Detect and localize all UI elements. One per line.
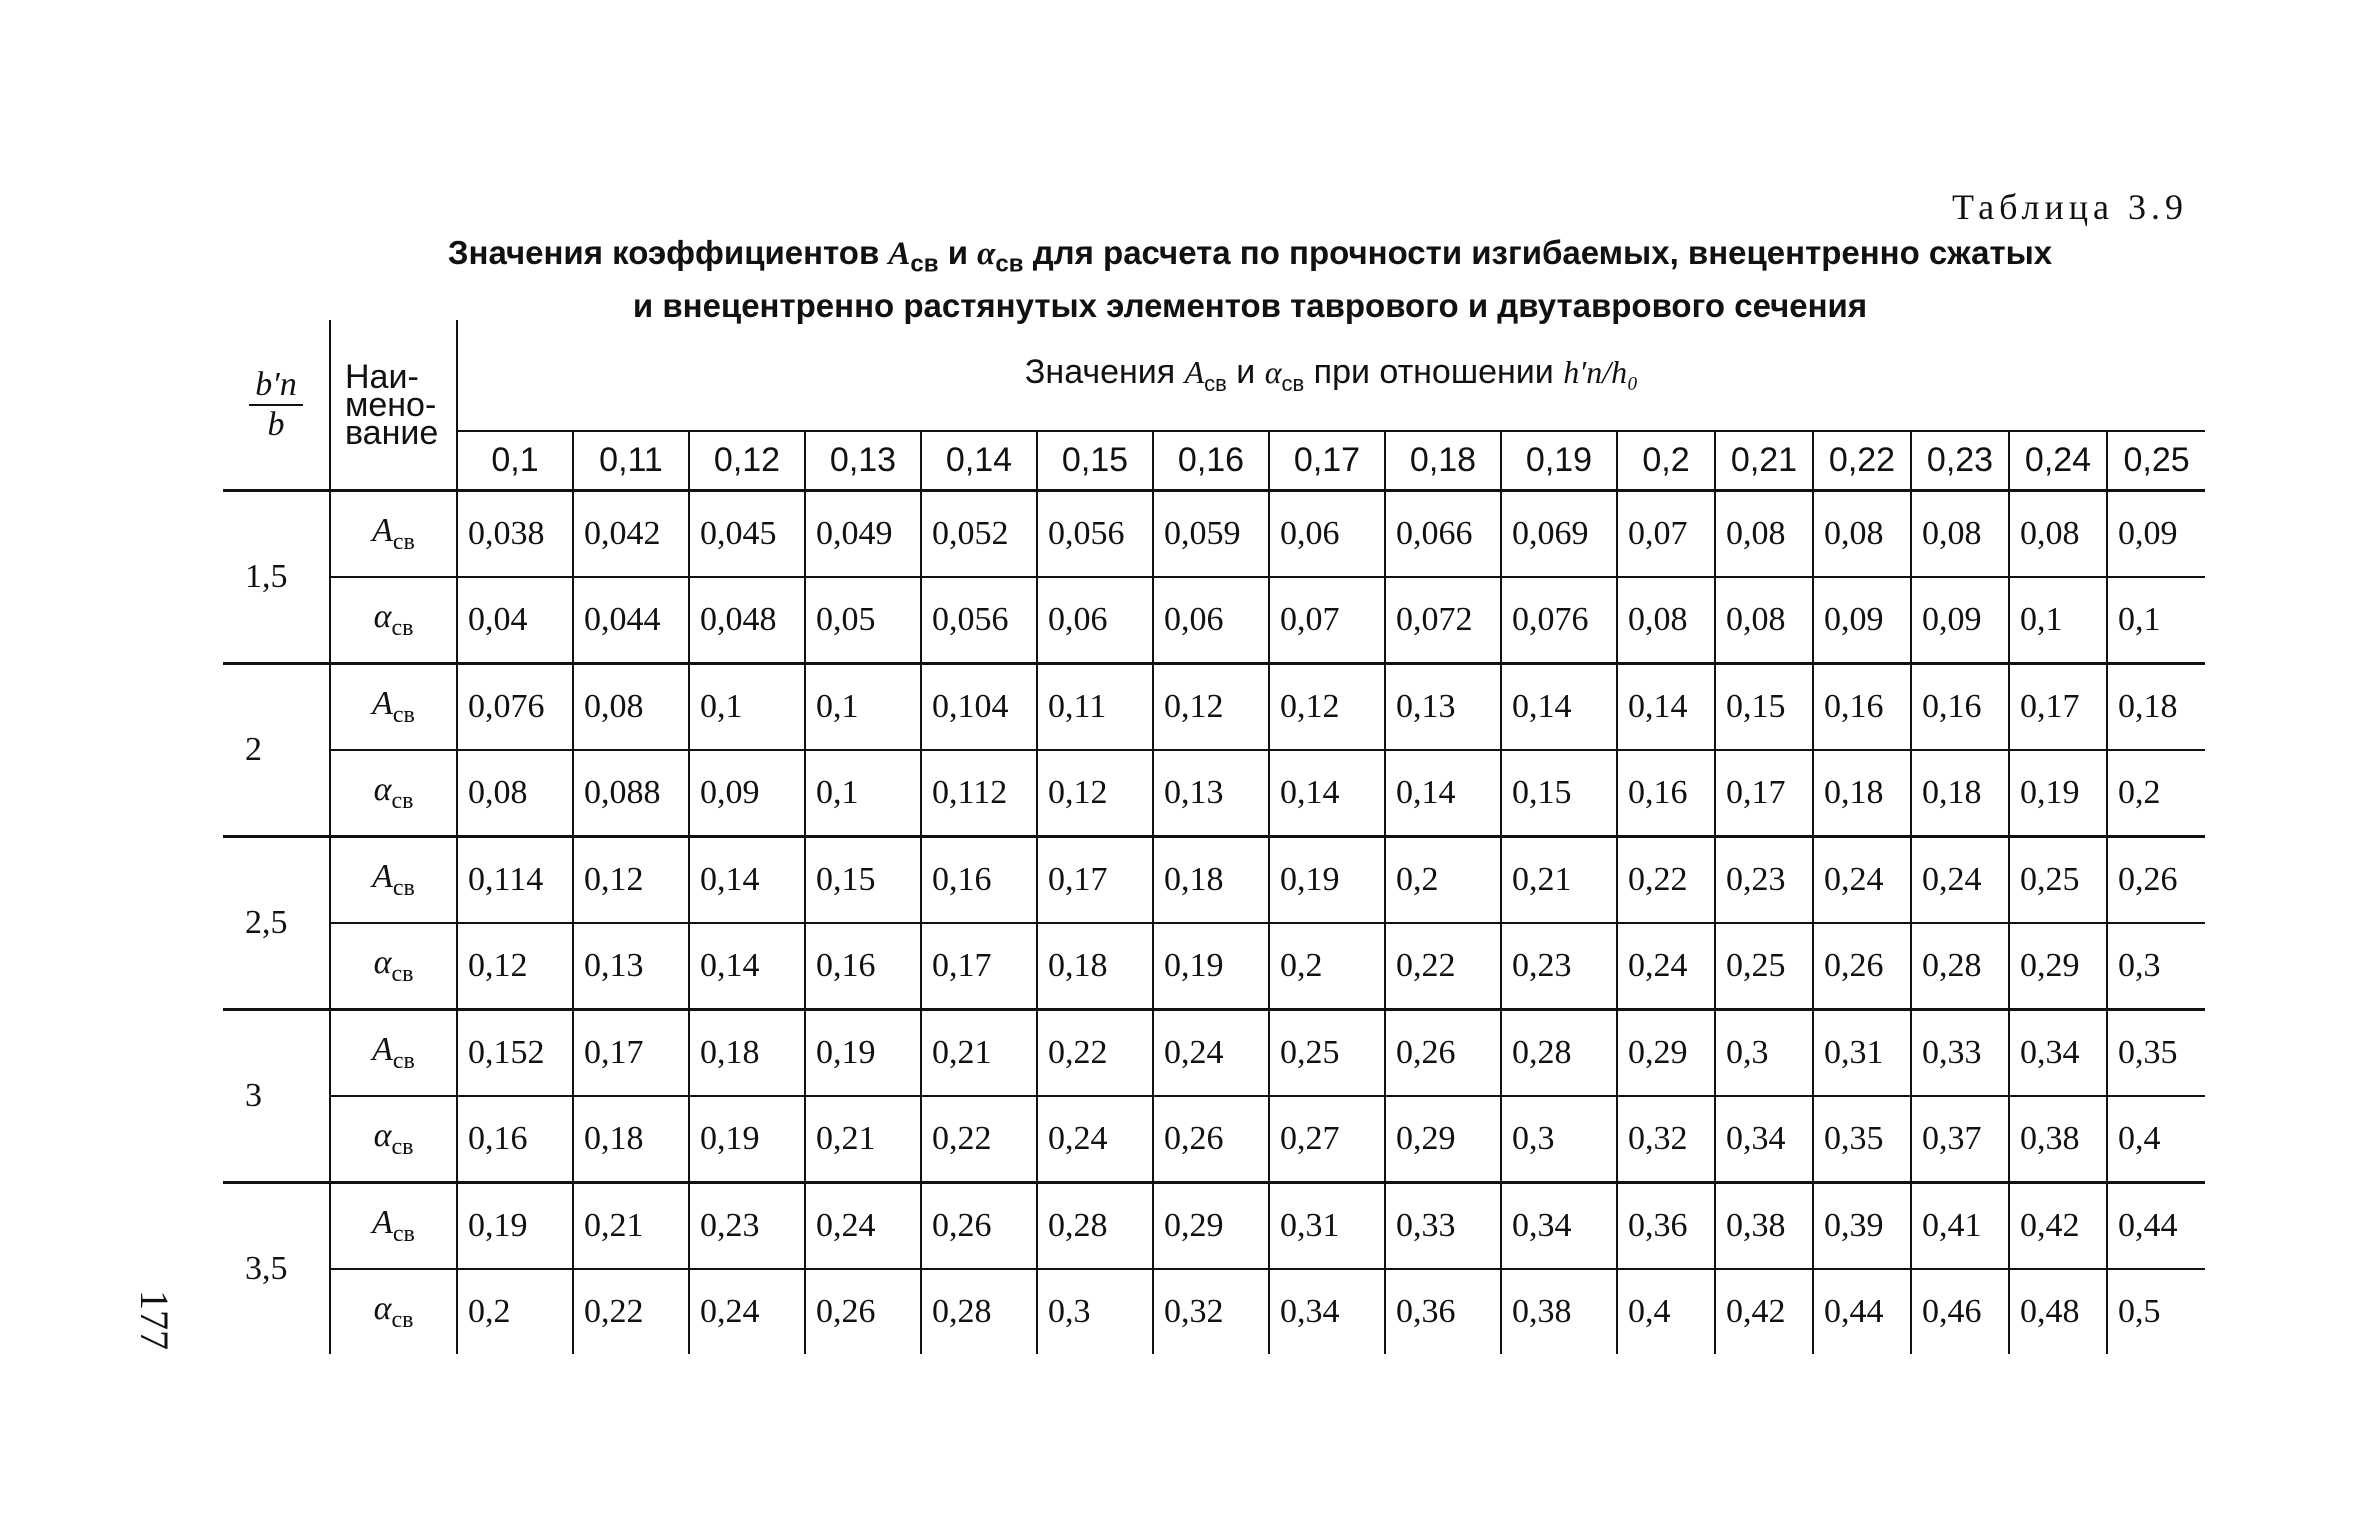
value-cell: 0,19 bbox=[2009, 750, 2107, 837]
value-cell: 0,05 bbox=[805, 577, 921, 664]
coefficients-table bbox=[223, 320, 2205, 1354]
value-cell: 0,32 bbox=[1153, 1269, 1269, 1354]
value-cell: 0,16 bbox=[1911, 664, 2009, 751]
row-label bbox=[330, 491, 457, 578]
row-label-symbol: α bbox=[373, 1290, 392, 1328]
value-cell: 0,06 bbox=[1269, 491, 1385, 578]
row-label-symbol: α bbox=[373, 1117, 392, 1155]
table-row bbox=[223, 491, 2205, 578]
value-cell: 0,09 bbox=[2107, 491, 2205, 578]
value-cell: 0,21 bbox=[573, 1183, 689, 1270]
row-label bbox=[330, 837, 457, 924]
table-caption bbox=[230, 232, 2270, 326]
value-cell: 0,059 bbox=[1153, 491, 1269, 578]
value-cell: 0,12 bbox=[1269, 664, 1385, 751]
table-row bbox=[223, 1096, 2205, 1183]
value-cell: 0,18 bbox=[1037, 923, 1153, 1010]
value-cell: 0,22 bbox=[573, 1269, 689, 1354]
value-cell: 0,25 bbox=[1715, 923, 1813, 1010]
value-cell: 0,08 bbox=[1813, 491, 1911, 578]
value-cell: 0,114 bbox=[457, 837, 573, 924]
value-cell: 0,24 bbox=[1153, 1010, 1269, 1097]
value-cell: 0,4 bbox=[2107, 1096, 2205, 1183]
column-header: 0,19 bbox=[1501, 431, 1617, 491]
row-label-subscript: св bbox=[392, 701, 415, 728]
ratio-value: 2 bbox=[223, 664, 330, 837]
value-cell: 0,14 bbox=[1617, 664, 1715, 751]
value-cell: 0,23 bbox=[1501, 923, 1617, 1010]
value-cell: 0,2 bbox=[1385, 837, 1501, 924]
value-cell: 0,048 bbox=[689, 577, 805, 664]
value-cell: 0,069 bbox=[1501, 491, 1617, 578]
value-cell: 0,42 bbox=[1715, 1269, 1813, 1354]
value-cell: 0,24 bbox=[1813, 837, 1911, 924]
value-cell: 0,44 bbox=[1813, 1269, 1911, 1354]
row-label-symbol: A bbox=[372, 1204, 393, 1242]
value-cell: 0,29 bbox=[1385, 1096, 1501, 1183]
column-header: 0,18 bbox=[1385, 431, 1501, 491]
header-name-line-3: вание bbox=[345, 413, 439, 452]
row-label bbox=[330, 1010, 457, 1097]
value-cell: 0,18 bbox=[1153, 837, 1269, 924]
value-cell: 0,08 bbox=[1617, 577, 1715, 664]
value-cell: 0,22 bbox=[1617, 837, 1715, 924]
value-cell: 0,16 bbox=[457, 1096, 573, 1183]
value-cell: 0,08 bbox=[573, 664, 689, 751]
value-cell: 0,104 bbox=[921, 664, 1037, 751]
row-label bbox=[330, 1096, 457, 1183]
value-cell: 0,46 bbox=[1911, 1269, 2009, 1354]
value-cell: 0,2 bbox=[1269, 923, 1385, 1010]
value-cell: 0,08 bbox=[2009, 491, 2107, 578]
value-cell: 0,27 bbox=[1269, 1096, 1385, 1183]
value-cell: 0,39 bbox=[1813, 1183, 1911, 1270]
value-cell: 0,26 bbox=[1153, 1096, 1269, 1183]
value-cell: 0,34 bbox=[1269, 1269, 1385, 1354]
caption-text: Значения коэффициентов bbox=[447, 234, 889, 271]
value-cell: 0,26 bbox=[921, 1183, 1037, 1270]
column-header: 0,17 bbox=[1269, 431, 1385, 491]
value-cell: 0,12 bbox=[1153, 664, 1269, 751]
value-cell: 0,24 bbox=[1911, 837, 2009, 924]
value-cell: 0,38 bbox=[1501, 1269, 1617, 1354]
value-cell: 0,09 bbox=[1813, 577, 1911, 664]
value-cell: 0,33 bbox=[1911, 1010, 2009, 1097]
value-cell: 0,24 bbox=[689, 1269, 805, 1354]
value-cell: 0,23 bbox=[1715, 837, 1813, 924]
value-cell: 0,16 bbox=[921, 837, 1037, 924]
value-cell: 0,3 bbox=[2107, 923, 2205, 1010]
column-header: 0,1 bbox=[457, 431, 573, 491]
value-cell: 0,19 bbox=[1269, 837, 1385, 924]
table-row bbox=[223, 837, 2205, 924]
value-cell: 0,042 bbox=[573, 491, 689, 578]
value-cell: 0,112 bbox=[921, 750, 1037, 837]
symbol-a: A bbox=[888, 236, 911, 272]
value-cell: 0,15 bbox=[1715, 664, 1813, 751]
value-cell: 0,22 bbox=[1037, 1010, 1153, 1097]
caption-line-2: и внецентренно растянутых элементов таврового и двутаврового сечения bbox=[632, 286, 1868, 324]
value-cell: 0,08 bbox=[457, 750, 573, 837]
value-cell: 0,26 bbox=[1813, 923, 1911, 1010]
header-name bbox=[330, 320, 457, 491]
value-cell: 0,26 bbox=[805, 1269, 921, 1354]
value-cell: 0,076 bbox=[1501, 577, 1617, 664]
row-label-subscript: св bbox=[392, 1220, 415, 1247]
value-cell: 0,11 bbox=[1037, 664, 1153, 751]
header-name-line-2: мено- bbox=[345, 385, 437, 424]
value-cell: 0,066 bbox=[1385, 491, 1501, 578]
value-cell: 0,1 bbox=[689, 664, 805, 751]
ratio-value: 2,5 bbox=[223, 837, 330, 1010]
value-cell: 0,09 bbox=[1911, 577, 2009, 664]
row-label-symbol: A bbox=[372, 858, 393, 896]
value-cell: 0,12 bbox=[573, 837, 689, 924]
row-label-symbol: α bbox=[373, 598, 392, 636]
row-label-subscript: св bbox=[391, 960, 414, 987]
value-cell: 0,21 bbox=[921, 1010, 1037, 1097]
value-cell: 0,48 bbox=[2009, 1269, 2107, 1354]
value-cell: 0,28 bbox=[1911, 923, 2009, 1010]
value-cell: 0,38 bbox=[2009, 1096, 2107, 1183]
value-cell: 0,37 bbox=[1911, 1096, 2009, 1183]
row-label-symbol: A bbox=[372, 685, 393, 723]
value-cell: 0,17 bbox=[1037, 837, 1153, 924]
symbol-a-subscript: св bbox=[910, 250, 939, 278]
value-cell: 0,08 bbox=[1715, 491, 1813, 578]
column-header: 0,11 bbox=[573, 431, 689, 491]
caption-text-rest: для расчета по прочности изгибаемых, внецентренно сжатых bbox=[1023, 234, 2053, 271]
value-cell: 0,35 bbox=[1813, 1096, 1911, 1183]
caption-line-1 bbox=[230, 232, 2270, 285]
row-label bbox=[330, 1269, 457, 1354]
value-cell: 0,052 bbox=[921, 491, 1037, 578]
value-cell: 0,41 bbox=[1911, 1183, 2009, 1270]
table-row bbox=[223, 923, 2205, 1010]
value-cell: 0,1 bbox=[2009, 577, 2107, 664]
value-cell: 0,12 bbox=[457, 923, 573, 1010]
column-header: 0,12 bbox=[689, 431, 805, 491]
value-cell: 0,3 bbox=[1715, 1010, 1813, 1097]
row-label bbox=[330, 664, 457, 751]
value-cell: 0,06 bbox=[1153, 577, 1269, 664]
value-cell: 0,29 bbox=[1153, 1183, 1269, 1270]
value-cell: 0,056 bbox=[1037, 491, 1153, 578]
header-title-text: Значения bbox=[1024, 353, 1185, 392]
ratio-value: 3,5 bbox=[245, 1250, 288, 1287]
header-symbol-a-subscript: св bbox=[1204, 370, 1227, 396]
value-cell: 0,24 bbox=[1617, 923, 1715, 1010]
value-cell: 0,072 bbox=[1385, 577, 1501, 664]
header-symbol-alpha: α bbox=[1264, 354, 1282, 391]
table-row bbox=[223, 750, 2205, 837]
value-cell: 0,152 bbox=[457, 1010, 573, 1097]
value-cell: 0,5 bbox=[2107, 1269, 2205, 1354]
value-cell: 0,34 bbox=[2009, 1010, 2107, 1097]
row-label-subscript: св bbox=[391, 1133, 414, 1160]
value-cell: 0,06 bbox=[1037, 577, 1153, 664]
header-title-post: при отношении bbox=[1304, 353, 1564, 392]
table-row bbox=[223, 664, 2205, 751]
value-cell: 0,19 bbox=[1153, 923, 1269, 1010]
value-cell: 0,28 bbox=[1501, 1010, 1617, 1097]
value-cell: 0,18 bbox=[1813, 750, 1911, 837]
value-cell: 0,19 bbox=[457, 1183, 573, 1270]
value-cell: 0,3 bbox=[1037, 1269, 1153, 1354]
row-label-symbol: α bbox=[373, 771, 392, 809]
table-label: Таблица 3.9 bbox=[1952, 187, 2188, 227]
column-header: 0,16 bbox=[1153, 431, 1269, 491]
value-cell: 0,35 bbox=[2107, 1010, 2205, 1097]
value-cell: 0,14 bbox=[689, 837, 805, 924]
value-cell: 0,14 bbox=[1501, 664, 1617, 751]
value-cell: 0,25 bbox=[2009, 837, 2107, 924]
column-header: 0,14 bbox=[921, 431, 1037, 491]
value-cell: 0,2 bbox=[457, 1269, 573, 1354]
value-cell: 0,18 bbox=[689, 1010, 805, 1097]
value-cell: 0,18 bbox=[573, 1096, 689, 1183]
column-header: 0,15 bbox=[1037, 431, 1153, 491]
value-cell: 0,23 bbox=[689, 1183, 805, 1270]
value-cell: 0,29 bbox=[1617, 1010, 1715, 1097]
column-header: 0,22 bbox=[1813, 431, 1911, 491]
value-cell: 0,18 bbox=[1911, 750, 2009, 837]
value-cell: 0,15 bbox=[1501, 750, 1617, 837]
value-cell: 0,13 bbox=[1385, 664, 1501, 751]
column-header: 0,2 bbox=[1617, 431, 1715, 491]
value-cell: 0,17 bbox=[921, 923, 1037, 1010]
value-cell: 0,038 bbox=[457, 491, 573, 578]
value-cell: 0,1 bbox=[2107, 577, 2205, 664]
value-cell: 0,16 bbox=[1813, 664, 1911, 751]
value-cell: 0,14 bbox=[1269, 750, 1385, 837]
value-cell: 0,21 bbox=[805, 1096, 921, 1183]
column-header: 0,23 bbox=[1911, 431, 2009, 491]
column-header: 0,13 bbox=[805, 431, 921, 491]
page-number: 177 bbox=[132, 1290, 177, 1350]
value-cell: 0,19 bbox=[805, 1010, 921, 1097]
value-cell: 0,14 bbox=[1385, 750, 1501, 837]
row-label bbox=[330, 577, 457, 664]
table-row bbox=[223, 1010, 2205, 1097]
header-ratio-h: h′n/h₀ bbox=[1563, 354, 1639, 391]
value-cell: 0,33 bbox=[1385, 1183, 1501, 1270]
value-cell: 0,044 bbox=[573, 577, 689, 664]
row-label-subscript: св bbox=[391, 614, 414, 641]
value-cell: 0,42 bbox=[2009, 1183, 2107, 1270]
value-cell: 0,14 bbox=[689, 923, 805, 1010]
value-cell: 0,08 bbox=[1911, 491, 2009, 578]
value-cell: 0,15 bbox=[805, 837, 921, 924]
column-header: 0,21 bbox=[1715, 431, 1813, 491]
value-cell: 0,049 bbox=[805, 491, 921, 578]
value-cell: 0,088 bbox=[573, 750, 689, 837]
value-cell: 0,16 bbox=[1617, 750, 1715, 837]
table-row bbox=[223, 1269, 2205, 1354]
header-ratio-numerator: b′n bbox=[249, 366, 302, 406]
value-cell: 0,25 bbox=[1269, 1010, 1385, 1097]
value-cell: 0,12 bbox=[1037, 750, 1153, 837]
value-cell: 0,28 bbox=[921, 1269, 1037, 1354]
value-cell: 0,22 bbox=[1385, 923, 1501, 1010]
ratio-value: 1,5 bbox=[223, 491, 330, 664]
value-cell: 0,076 bbox=[457, 664, 573, 751]
row-label-subscript: св bbox=[392, 528, 415, 555]
value-cell: 0,13 bbox=[573, 923, 689, 1010]
symbol-alpha-subscript: св bbox=[995, 250, 1024, 278]
value-cell: 0,34 bbox=[1715, 1096, 1813, 1183]
value-cell: 0,16 bbox=[805, 923, 921, 1010]
value-cell: 0,28 bbox=[1037, 1183, 1153, 1270]
value-cell: 0,29 bbox=[2009, 923, 2107, 1010]
value-cell: 0,26 bbox=[1385, 1010, 1501, 1097]
row-label-subscript: св bbox=[392, 874, 415, 901]
header-name-line-1: Наи- bbox=[345, 357, 419, 396]
value-cell: 0,4 bbox=[1617, 1269, 1715, 1354]
value-cell: 0,18 bbox=[2107, 664, 2205, 751]
value-cell: 0,31 bbox=[1813, 1010, 1911, 1097]
value-cell: 0,26 bbox=[2107, 837, 2205, 924]
row-label-symbol: α bbox=[373, 944, 392, 982]
header-symbol-a: A bbox=[1184, 354, 1205, 391]
value-cell: 0,44 bbox=[2107, 1183, 2205, 1270]
value-cell: 0,056 bbox=[921, 577, 1037, 664]
value-cell: 0,31 bbox=[1269, 1183, 1385, 1270]
value-cell: 0,1 bbox=[805, 664, 921, 751]
row-label-subscript: св bbox=[391, 787, 414, 814]
row-label-subscript: св bbox=[391, 1306, 414, 1333]
ratio-value: 3 bbox=[223, 1010, 330, 1183]
column-header: 0,25 bbox=[2107, 431, 2205, 491]
value-cell: 0,08 bbox=[1715, 577, 1813, 664]
value-cell: 0,36 bbox=[1617, 1183, 1715, 1270]
header-ratio-denominator: b bbox=[267, 405, 285, 443]
value-cell: 0,32 bbox=[1617, 1096, 1715, 1183]
value-cell: 0,34 bbox=[1501, 1183, 1617, 1270]
value-cell: 0,3 bbox=[1501, 1096, 1617, 1183]
value-cell: 0,22 bbox=[921, 1096, 1037, 1183]
header-values-title bbox=[457, 320, 2205, 431]
value-cell: 0,24 bbox=[1037, 1096, 1153, 1183]
row-label-symbol: A bbox=[372, 512, 393, 550]
row-label bbox=[330, 923, 457, 1010]
header-conjunction: и bbox=[1226, 353, 1265, 392]
row-label bbox=[330, 1183, 457, 1270]
value-cell: 0,24 bbox=[805, 1183, 921, 1270]
row-label bbox=[330, 750, 457, 837]
value-cell: 0,17 bbox=[2009, 664, 2107, 751]
value-cell: 0,36 bbox=[1385, 1269, 1501, 1354]
value-cell: 0,38 bbox=[1715, 1183, 1813, 1270]
value-cell: 0,07 bbox=[1617, 491, 1715, 578]
value-cell: 0,19 bbox=[689, 1096, 805, 1183]
value-cell: 0,045 bbox=[689, 491, 805, 578]
value-cell: 0,09 bbox=[689, 750, 805, 837]
value-cell: 0,17 bbox=[573, 1010, 689, 1097]
caption-conjunction: и bbox=[938, 234, 978, 271]
symbol-alpha: α bbox=[977, 236, 996, 272]
row-label-symbol: A bbox=[372, 1031, 393, 1069]
header-symbol-alpha-subscript: св bbox=[1281, 370, 1305, 396]
value-cell: 0,07 bbox=[1269, 577, 1385, 664]
value-cell: 0,04 bbox=[457, 577, 573, 664]
table-row bbox=[223, 577, 2205, 664]
value-cell: 0,17 bbox=[1715, 750, 1813, 837]
row-label-subscript: св bbox=[392, 1047, 415, 1074]
value-cell: 0,1 bbox=[805, 750, 921, 837]
value-cell: 0,13 bbox=[1153, 750, 1269, 837]
table-row bbox=[223, 1183, 2205, 1270]
value-cell: 0,2 bbox=[2107, 750, 2205, 837]
header-ratio bbox=[223, 320, 330, 491]
column-header: 0,24 bbox=[2009, 431, 2107, 491]
value-cell: 0,21 bbox=[1501, 837, 1617, 924]
